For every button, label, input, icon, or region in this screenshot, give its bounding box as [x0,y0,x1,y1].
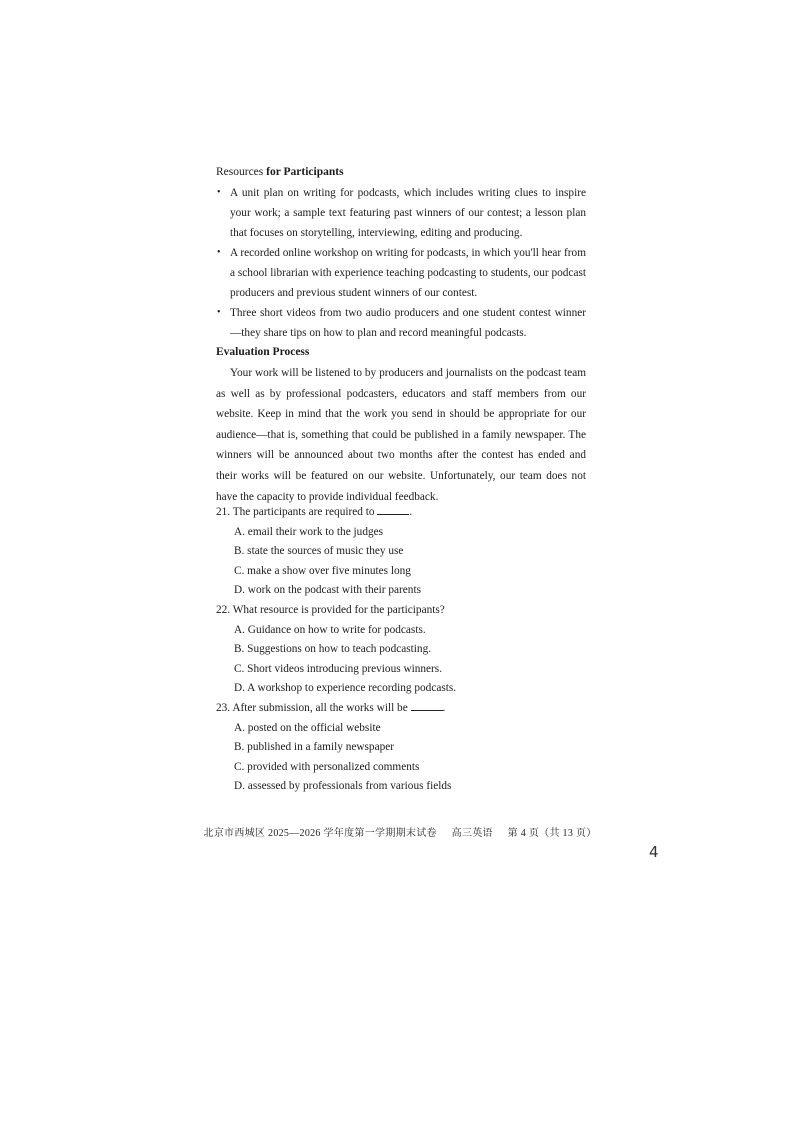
question-22 [216,601,586,621]
questions [216,503,586,797]
option-21-b: B. state the sources of music they use [234,545,404,558]
page-footer [0,824,800,839]
option-23-c: C. provided with personalized comments [234,760,420,773]
resource-item: • A unit plan on writing for podcasts, which includes writing clues to inspire your work; a sample text featuring past winners of our contest; a lesson plan that focuses on storytelling, interviewing, editing and producing. [216,183,586,243]
option-21-a: A. email their work to the judges [234,525,384,538]
footer-subject: 高三英语 [451,828,493,839]
resources-list [216,183,586,343]
option-22-a: A. Guidance on how to write for podcasts. [234,623,426,636]
footer-exam-title: 北京市西城区 2025—2026 学年度第一学期期末试卷 [203,828,437,839]
footer-page-info: 第 4 页（共 13 页） [507,828,597,839]
evaluation-heading: Evaluation Process [216,346,310,358]
option-23-d: D. assessed by professionals from various fields [234,780,452,793]
option-23-a: A. posted on the official website [234,721,381,734]
option-22-d: D. A workshop to experience recording podcasts. [234,682,457,695]
option-21-d: D. work on the podcast with their parents [234,584,421,597]
passage [216,163,586,507]
page-number: 4 [649,843,659,861]
question-23 [216,699,586,719]
option-23-b: B. published in a family newspaper [234,741,395,754]
option-22-b: B. Suggestions on how to teach podcasting. [234,643,432,656]
option-21-c: C. make a show over five minutes long [234,564,411,577]
question-stem-end: . [442,701,446,714]
option-22-c: C. Short videos introducing previous winners. [234,662,443,675]
answer-blank [411,701,443,711]
resource-item: • A recorded online workshop on writing for podcasts, in which you'll hear from a school librarian with experience teaching podcasting to students, our podcast producers and previous student winners of our contest. [216,243,586,303]
question-21 [216,503,586,523]
question-stem-end: . [409,506,413,518]
resources-heading [216,163,586,181]
question-stem: 21. The participants are required to [216,506,375,518]
evaluation-paragraph: Your work will be listened to by producers and journalists on the podcast team as well as by professional podcasters, educators and staff members from our website. Keep in mind that the work you send in should be appropriate for our audience—that is, something that could be published in a family newspaper. The winners will be announced about two months after the contest has ended and their works will be featured on our website. Unfortunately, our team does not have the capacity to provide individual feedback. [216,367,586,503]
question-stem: 22. What resource is provided for the participants? [216,603,445,616]
resources-heading-bold: for Participants [266,166,344,178]
resource-item: • Three short videos from two audio producers and one student contest winner—they share tips on how to plan and record meaningful podcasts. [216,303,586,343]
answer-blank [377,505,409,515]
resources-heading-prefix: Resources [216,166,264,178]
question-stem: 23. After submission, all the works will be [216,701,408,714]
